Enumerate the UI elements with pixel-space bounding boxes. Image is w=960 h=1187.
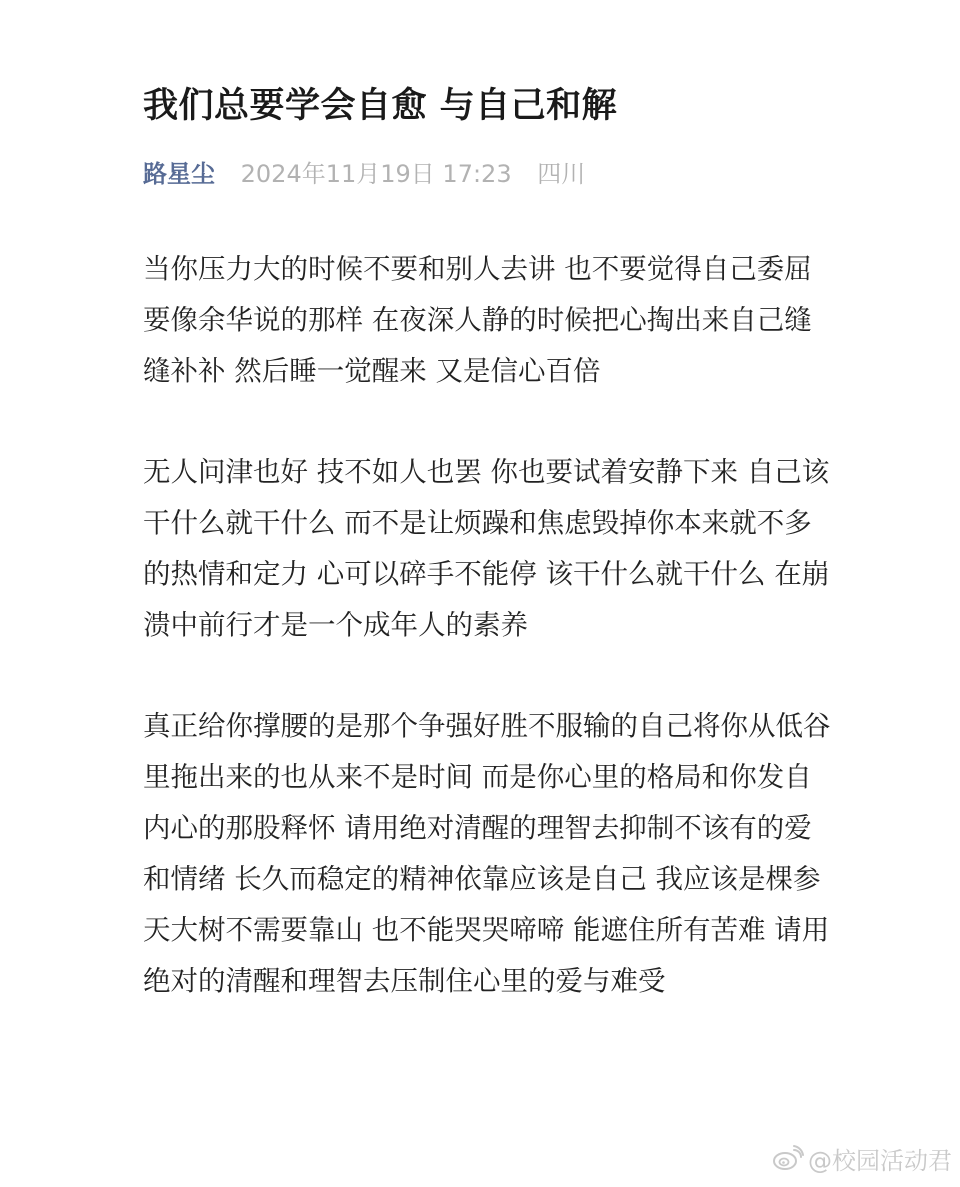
paragraph: 真正给你撑腰的是那个争强好胜不服输的自己将你从低谷里拖出来的也从来不是时间 而是你心里的格局和你发自内心的那股释怀 请用绝对清醒的理智去抑制不该有的爱和情绪 长久而稳定的精神依靠应该是自己 我应该是棵参天大树不需要靠山 也不能哭哭啼啼 能遮住所有苦难 请用绝对的清醒和理智去压制住心里的爱与难受 <box>143 710 831 997</box>
watermark-text: @校园活动君 <box>808 1146 952 1175</box>
article-body <box>143 244 833 1007</box>
article <box>143 78 833 1057</box>
article-title: 我们总要学会自愈 与自己和解 <box>143 86 618 126</box>
paragraph: 无人问津也好 技不如人也罢 你也要试着安静下来 自己该干什么就干什么 而不是让烦躁和焦虑毁掉你本来就不多的热情和定力 心可以碎手不能停 该干什么就干什么 在崩溃中前行才是一个成年人的素养 <box>143 456 830 641</box>
publish-location: 四川 <box>537 160 586 188</box>
publish-datetime: 2024年11月19日 17:23 <box>240 160 512 188</box>
weibo-icon <box>772 1144 804 1172</box>
article-meta <box>143 155 833 193</box>
author-name[interactable]: 路星尘 <box>143 160 215 188</box>
watermark <box>772 1141 952 1175</box>
paragraph: 当你压力大的时候不要和别人去讲 也不要觉得自己委屈 要像余华说的那样 在夜深人静的时候把心掏出来自己缝缝补补 然后睡一觉醒来 又是信心百倍 <box>143 253 821 387</box>
